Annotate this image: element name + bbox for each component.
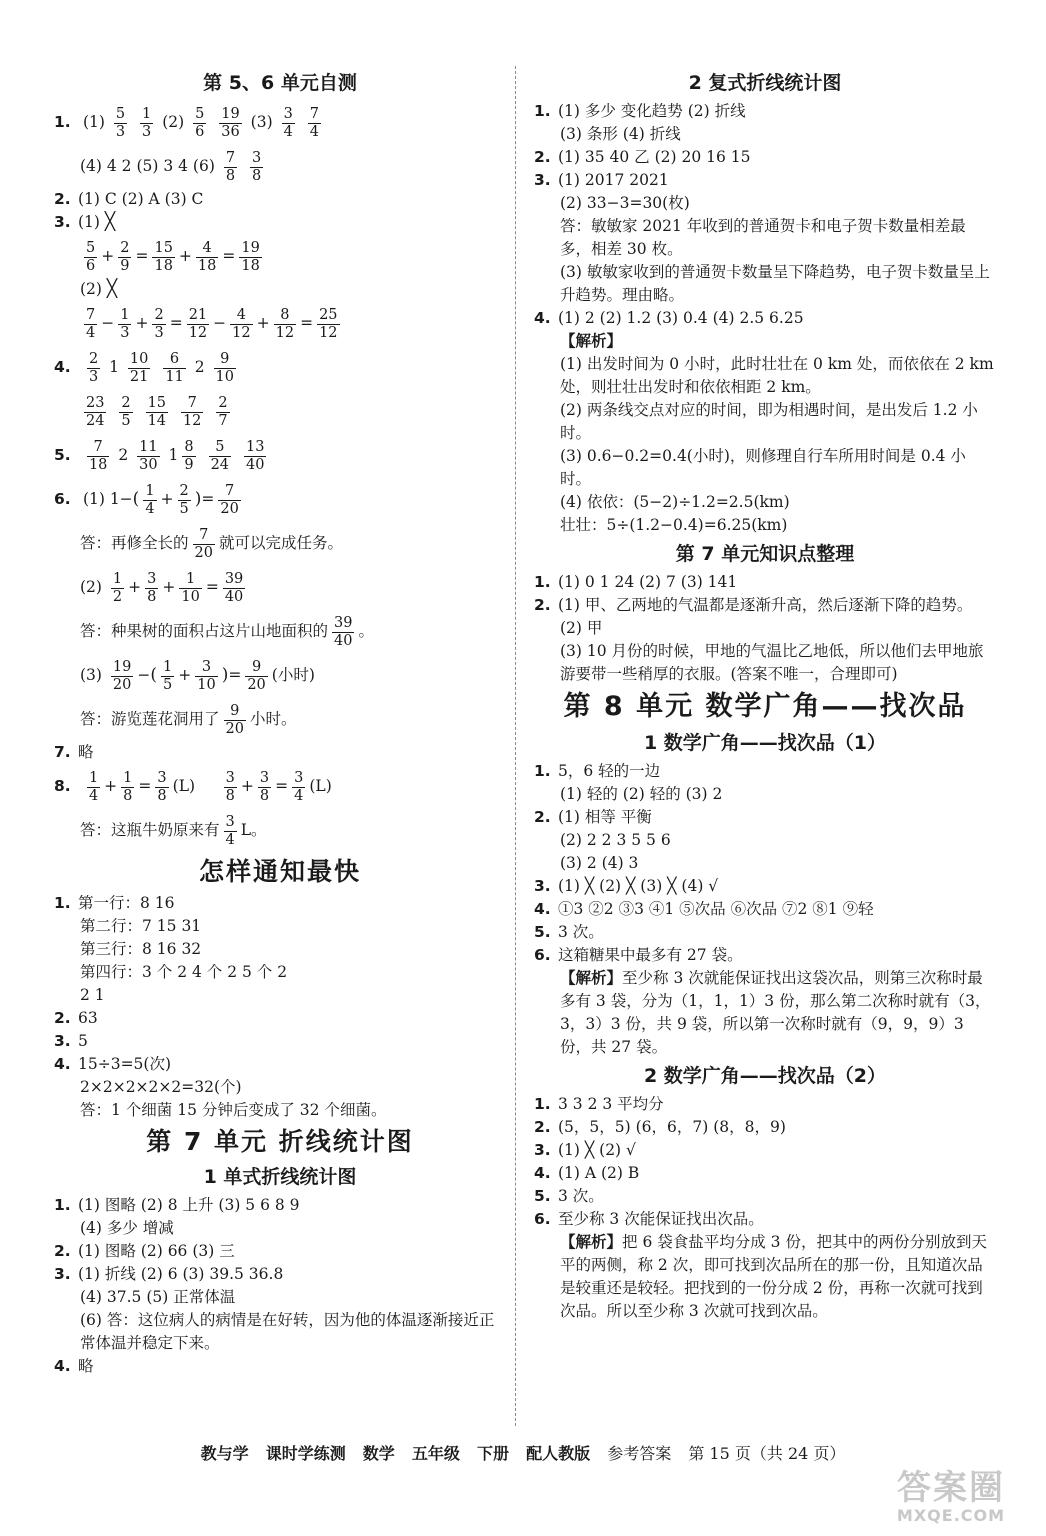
watermark-logo: 答案圈 MXQE.COM bbox=[896, 1468, 1006, 1525]
answer-line: (6) 答：这位病人的病情是在好转，因为他的体温逐渐接近正常体温并稳定下来。 bbox=[80, 1311, 495, 1352]
analysis-text: (4) 依依：(5−2)÷1.2=2.5(km) bbox=[560, 493, 790, 511]
fraction: $\frac{19}{36}$ bbox=[221, 105, 240, 140]
answer-2: 2. 63 bbox=[54, 1009, 98, 1027]
column-divider bbox=[515, 66, 516, 1426]
answer-statement: 答：游览莲花洞用了 $\frac{9}{20}$ 小时。 bbox=[80, 702, 297, 737]
answer-line: 第三行：8 16 32 bbox=[80, 940, 202, 958]
page-number: 第 15 页（共 24 页） bbox=[688, 1444, 846, 1463]
answer-8: 8. $\frac{1}{4}$ + $\frac{1}{8}$ = $\frac{3}{8}$ (L) $\frac{3}{8}$ + $\frac{3}{8}$ = $\frac{3}{4}$ (L) bbox=[54, 769, 332, 804]
footer-subject: 数学 bbox=[362, 1444, 395, 1463]
analysis-text: 【解析】把 6 袋食盐平均分成 3 份，把其中的两份分别放到天平的两侧，称 2 次，即可找到次品所在的那一份，且知道次品是较重还是较轻。把找到的一份分成 2 份，再称一次就可找到次品。所以至少称 3 次就可找到次品。 bbox=[560, 1233, 987, 1320]
fraction: $\frac{1}{3}$ bbox=[142, 105, 152, 140]
footer-brand: 教与学 bbox=[200, 1444, 249, 1463]
section-title-unit-7: 第 7 单元 折线统计图 bbox=[146, 1127, 414, 1156]
answer-2: 2. (1) 图略 (2) 66 (3) 三 bbox=[54, 1242, 235, 1260]
equation: $\frac{7}{4}$ − $\frac{1}{3}$ + $\frac{2}{3}$ = $\frac{21}{12}$ − $\frac{4}{12}$ + $\frac{8}{12}$ = $\frac{25}{12}$ bbox=[86, 306, 338, 341]
fraction: $\frac{5}{6}$ bbox=[195, 105, 205, 140]
answer-6-part-2: (2) $\frac{1}{2}$ + $\frac{3}{8}$ + $\frac{1}{10}$ = $\frac{39}{40}$ bbox=[80, 570, 244, 605]
footer-series: 课时学练测 bbox=[265, 1444, 346, 1463]
section-title-unit-7-review: 第 7 单元知识点整理 bbox=[675, 543, 855, 565]
page-footer bbox=[0, 1441, 1046, 1464]
equation: $\frac{5}{6}$ + $\frac{2}{9}$ = $\frac{15}{18}$ + $\frac{4}{18}$ = $\frac{19}{18}$ bbox=[86, 239, 260, 274]
left-column bbox=[54, 66, 506, 1378]
answer-3: 3. (1) ╳ (2) ╳ (3) ╳ (4) √ bbox=[534, 877, 719, 895]
answer-line: (2) 甲 bbox=[560, 619, 603, 637]
subsection-title: 2 数学广角——找次品（2） bbox=[643, 1065, 887, 1087]
answer-2: 2. (1) 35 40 乙 (2) 20 16 15 bbox=[534, 148, 751, 166]
answer-statement: 答：再修全长的 $\frac{7}{20}$ 就可以完成任务。 bbox=[80, 526, 343, 561]
analysis-label: 【解析】 bbox=[560, 332, 623, 350]
answer-1: 1. (1) $\frac{5}{3}$ $\frac{1}{3}$ (2) $\frac{5}{6}$ $\frac{19}{36}$ (3) $\frac{3}{4}$ $\frac{7}{4}$ bbox=[54, 105, 319, 140]
answer-4: 4. ①3 ②2 ③3 ④1 ⑤次品 ⑥次品 ⑦2 ⑧1 ⑨轻 bbox=[534, 900, 874, 918]
answer-7: 7. 略 bbox=[54, 743, 94, 761]
analysis-text: (3) 0.6−0.2=0.4(小时)，则修理自行车所用时间是 0.4 小时。 bbox=[560, 447, 966, 488]
answer-line: (2) 2 2 3 5 5 6 bbox=[560, 831, 671, 849]
answer-3: 3. (1) 折线 (2) 6 (3) 39.5 36.8 bbox=[54, 1265, 284, 1283]
answer-line: (2) 33−3=30(枚) bbox=[560, 194, 690, 212]
section-title-notify: 怎样通知最快 bbox=[198, 857, 361, 886]
answer-line: (1) 轻的 (2) 轻的 (3) 2 bbox=[560, 785, 723, 803]
answer-statement: 答：这瓶牛奶原来有 $\frac{3}{4}$ L。 bbox=[80, 813, 267, 848]
answer-1: 1. (1) 图略 (2) 8 上升 (3) 5 6 8 9 bbox=[54, 1196, 300, 1214]
answer-1: 1. 5，6 轻的一边 bbox=[534, 762, 661, 780]
answer-6-part-3: (3) $\frac{19}{20}$ −( $\frac{1}{5}$ + $\frac{3}{10}$ )= $\frac{9}{20}$ (小时) bbox=[80, 658, 315, 693]
analysis-label: 【解析】 bbox=[560, 969, 623, 987]
answer-1: 1. 3 3 2 3 平均分 bbox=[534, 1095, 664, 1113]
section-title-unit-8: 第 8 单元 数学广角——找次品 bbox=[563, 691, 967, 722]
answer-4-continued: $\frac{23}{24}$ $\frac{2}{5}$ $\frac{15}{14}$ $\frac{7}{12}$ $\frac{2}{7}$ bbox=[86, 394, 228, 429]
answer-1-continued: (4) 4 2 (5) 3 4 (6) $\frac{7}{8}$ $\frac{3}{8}$ bbox=[80, 149, 262, 184]
footer-label: 参考答案 bbox=[607, 1444, 672, 1463]
answer-line: 2 1 bbox=[80, 986, 105, 1004]
answer-3: 3. (1) ╳ bbox=[54, 212, 116, 232]
answer-2: 2. (1) 相等 平衡 bbox=[534, 808, 652, 826]
fraction: $\frac{5}{3}$ bbox=[115, 105, 126, 140]
answer-3-part-2: (2) ╳ bbox=[80, 279, 118, 299]
answer-1: 1. (1) 多少 变化趋势 (2) 折线 bbox=[534, 102, 746, 120]
answer-3: 3. (1) 2017 2021 bbox=[534, 171, 669, 189]
cross-mark: ╳ bbox=[106, 279, 118, 299]
answer-statement: 答：种果树的面积占这片山地面积的 $\frac{39}{40}$ 。 bbox=[80, 614, 374, 649]
right-column bbox=[534, 66, 996, 1323]
answer-4: 4. 15÷3=5(次) bbox=[54, 1055, 172, 1073]
answer-5: 5. 3 次。 bbox=[534, 923, 604, 941]
answer-line: (3) 敏敏家收到的普通贺卡数量呈下降趋势，电子贺卡数量呈上升趋势。理由略。 bbox=[560, 263, 990, 304]
answer-3: 3. (1) ╳ (2) √ bbox=[534, 1141, 636, 1159]
footer-edition: 配人教版 bbox=[526, 1444, 591, 1463]
answer-4: 4. 略 bbox=[54, 1357, 94, 1375]
answer-6: 6. (1) 1−( $\frac{1}{4}$ + $\frac{2}{5}$ )= $\frac{7}{20}$ bbox=[54, 482, 239, 517]
answer-4: 4. (1) 2 (2) 1.2 (3) 0.4 (4) 2.5 6.25 bbox=[534, 309, 804, 327]
fraction: $\frac{3}{8}$ bbox=[252, 149, 262, 184]
subsection-title: 2 复式折线统计图 bbox=[688, 72, 842, 94]
answer-4: 4. $\frac{2}{3}$ 1 $\frac{10}{21}$ $\frac{6}{11}$ 2 $\frac{9}{10}$ bbox=[54, 350, 234, 385]
fraction: $\frac{7}{8}$ bbox=[225, 149, 236, 184]
section-title-unit-5-6-test: 第 5、6 单元自测 bbox=[203, 72, 357, 94]
answer-2: 2. (1) C (2) A (3) C bbox=[54, 190, 204, 208]
analysis-text: (1) 出发时间为 0 小时，此时壮壮在 0 km 处，而依依在 2 km 处，则壮壮出发时和依依相距 2 km。 bbox=[560, 355, 994, 396]
answer-2: 2. (5，5，5) (6，6，7) (8，8，9) bbox=[534, 1118, 786, 1136]
answer-line: 答：敏敏家 2021 年收到的普通贺卡和电子贺卡数量相差最多，相差 30 枚。 bbox=[560, 217, 966, 258]
answer-line: (3) 2 (4) 3 bbox=[560, 854, 639, 872]
answer-line: 答：1 个细菌 15 分钟后变成了 32 个细菌。 bbox=[80, 1101, 387, 1119]
answer-5: 5. 3 次。 bbox=[534, 1187, 604, 1205]
answer-4: 4. (1) A (2) B bbox=[534, 1164, 640, 1182]
answer-3: 3. 5 bbox=[54, 1032, 88, 1050]
footer-volume: 下册 bbox=[477, 1444, 510, 1463]
subsection-title: 1 数学广角——找次品（1） bbox=[643, 732, 887, 754]
answer-line: (3) 条形 (4) 折线 bbox=[560, 125, 681, 143]
answer-line: 第四行：3 个 2 4 个 2 5 个 2 bbox=[80, 963, 288, 981]
analysis-text: 壮壮：5÷(1.2−0.4)=6.25(km) bbox=[560, 516, 788, 534]
footer-grade: 五年级 bbox=[411, 1444, 460, 1463]
fraction: $\frac{7}{4}$ bbox=[309, 105, 319, 140]
answer-line: 第二行：7 15 31 bbox=[80, 917, 202, 935]
cross-mark: ╳ bbox=[104, 212, 116, 232]
analysis-text: 【解析】至少称 3 次就能保证找出这袋次品，则第三次称时最多有 3 袋，分为（1，1，1）3 份，那么第二次称时就有（3，3，3）3 份，共 9 袋，所以第一次称时就有（9，9，9）3 份，共 27 袋。 bbox=[560, 969, 991, 1056]
answer-line: (3) 10 月份的时候，甲地的气温比乙地低，所以他们去甲地旅游要带一些稍厚的衣服。(答案不唯一，合理即可) bbox=[560, 642, 984, 683]
answer-5: 5. $\frac{7}{18}$ 2 $\frac{11}{30}$ 1 $\frac{8}{9}$ $\frac{5}{24}$ $\frac{13}{40}$ bbox=[54, 438, 265, 473]
answer-6: 6. 这箱糖果中最多有 27 袋。 bbox=[534, 946, 743, 964]
analysis-label: 【解析】 bbox=[560, 1233, 623, 1251]
fraction: $\frac{3}{4}$ bbox=[283, 105, 293, 140]
answer-6: 6. 至少称 3 次能保证找出次品。 bbox=[534, 1210, 764, 1228]
answer-2: 2. (1) 甲、乙两地的气温都是逐渐升高，然后逐渐下降的趋势。 bbox=[534, 596, 973, 614]
answer-1: 1. (1) 0 1 24 (2) 7 (3) 141 bbox=[534, 573, 738, 591]
answer-1: 1. 第一行：8 16 bbox=[54, 894, 175, 912]
answer-line: (4) 37.5 (5) 正常体温 bbox=[80, 1288, 236, 1306]
analysis-text: (2) 两条线交点对应的时间，即为相遇时间，是出发后 1.2 小时。 bbox=[560, 401, 978, 442]
answer-line: (4) 多少 增减 bbox=[80, 1219, 174, 1237]
subsection-title: 1 单式折线统计图 bbox=[203, 1166, 357, 1188]
answer-line: 2×2×2×2×2=32(个) bbox=[80, 1078, 242, 1096]
